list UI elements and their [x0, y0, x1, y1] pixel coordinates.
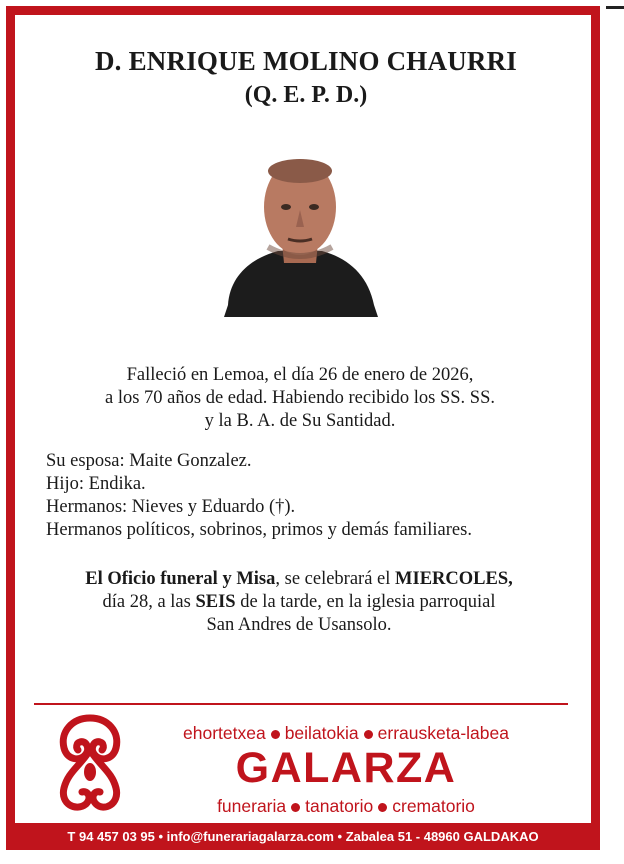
intro-line-2: a los 70 años de edad. Habiendo recibido los SS. SS. — [105, 388, 495, 408]
family-others: Hermanos políticos, sobrinos, primos y demás familiares. — [46, 520, 472, 540]
funeral-line-3: San Andres de Usansolo. — [206, 615, 392, 635]
family-siblings: Hermanos: Nieves y Eduardo (†). — [46, 497, 296, 517]
death-notice — [0, 364, 600, 433]
company-name: GALARZA — [235, 744, 457, 792]
intro-line-3: y la B. A. de Su Santidad. — [204, 411, 396, 431]
funeral-line-1: El Oficio funeral y Misa, se celebrará el MIERCOLES, — [85, 569, 513, 589]
contact-footer: T 94 457 03 95 • info@funerariagalarza.com • Zabalea 51 - 48960 GALDAKAO — [6, 823, 600, 850]
services-spanish: funeraria tanatorio crematorio — [217, 796, 475, 816]
galarza-logo-icon — [50, 710, 132, 814]
deceased-name: D. ENRIQUE MOLINO CHAURRI — [94, 46, 518, 76]
family-son: Hijo: Endika. — [46, 474, 146, 494]
funeral-line-2: día 28, a las SEIS de la tarde, en la iglesia parroquial — [102, 592, 496, 612]
divider-line — [34, 703, 568, 705]
scan-mark — [606, 6, 624, 9]
services-basque: ehortetxea beilatokia errausketa-labea — [183, 723, 509, 743]
bullet-dot-icon — [364, 730, 373, 739]
bullet-dot-icon — [378, 803, 387, 812]
bullet-dot-icon — [271, 730, 280, 739]
intro-line-1: Falleció en Lemoa, el día 26 de enero de 2026, — [126, 365, 474, 385]
family-spouse: Su esposa: Maite Gonzalez. — [46, 451, 252, 471]
portrait-photo — [222, 155, 378, 320]
bullet-dot-icon — [291, 803, 300, 812]
family-list — [46, 450, 472, 542]
rip-subtitle: (Q. E. P. D.) — [244, 82, 368, 108]
funeral-details — [0, 568, 598, 637]
